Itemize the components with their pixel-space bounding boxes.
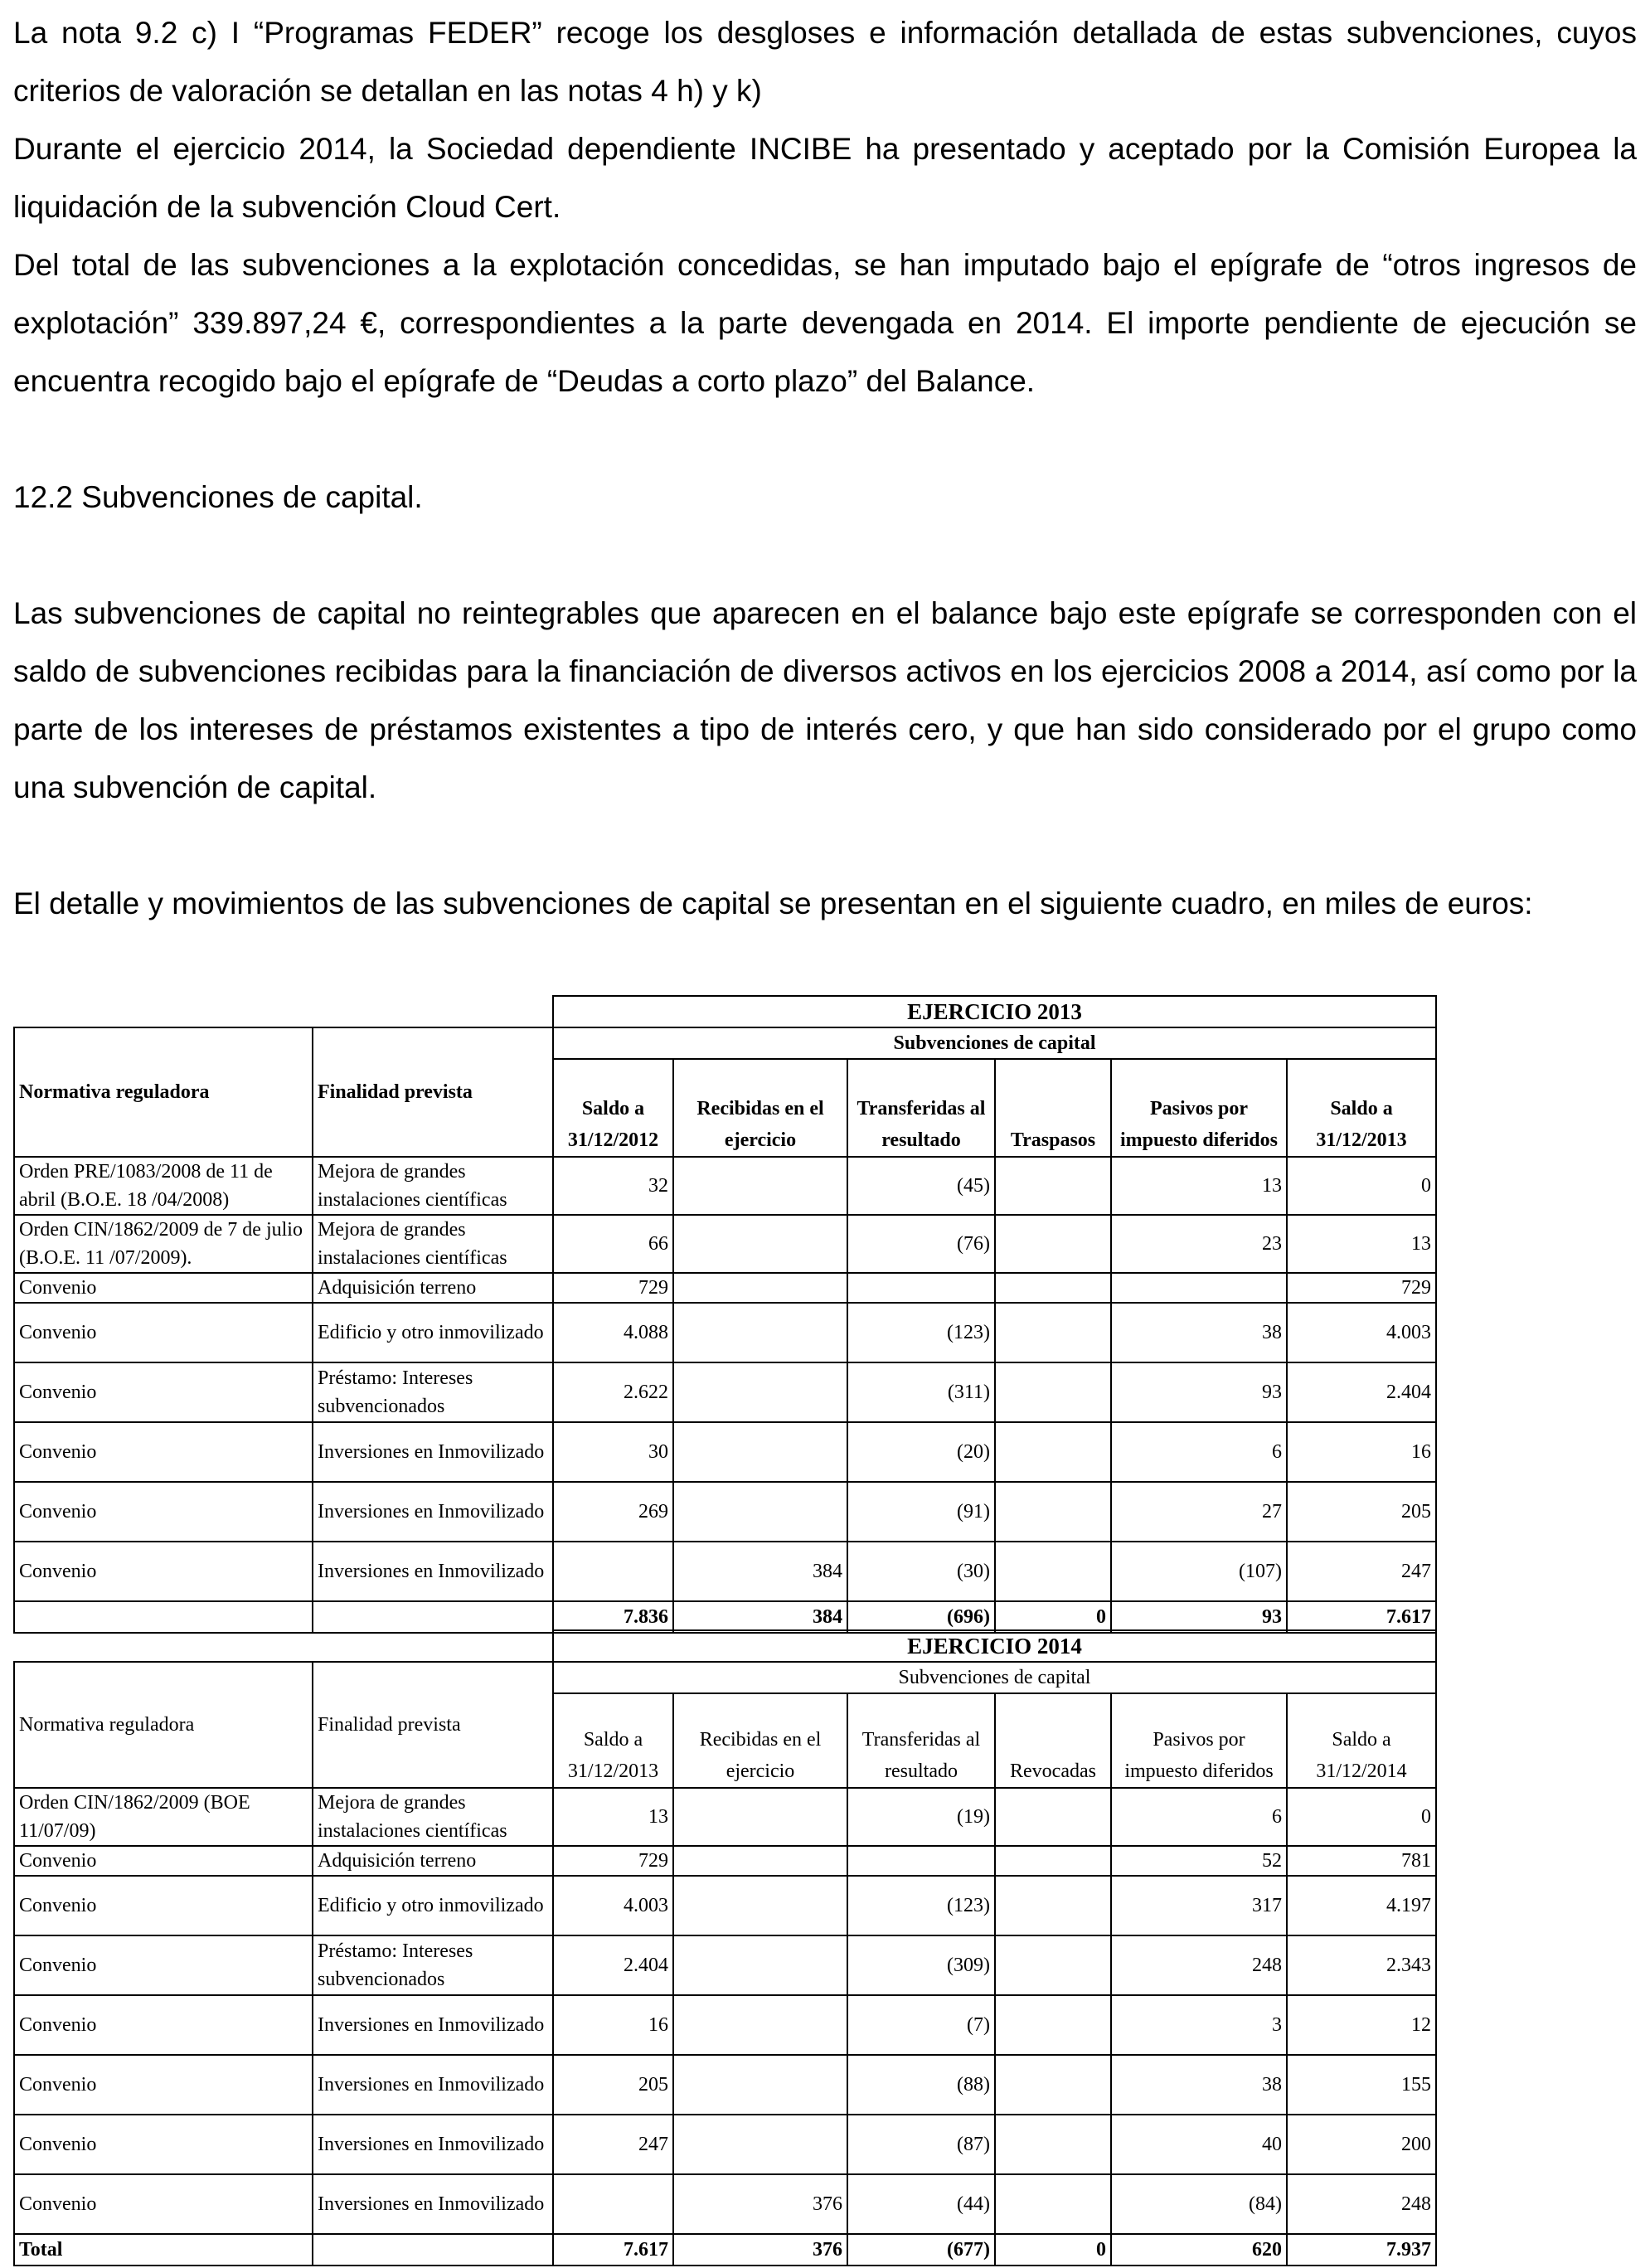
cell-value: 2.404 xyxy=(553,1935,673,1995)
cell-value: 781 xyxy=(1287,1846,1436,1876)
cell-value: 4.197 xyxy=(1287,1876,1436,1935)
cell-value: 30 xyxy=(553,1422,673,1482)
cell-value: 0 xyxy=(1287,1788,1436,1846)
col-header-saldo-inicial: Saldo a 31/12/2013 xyxy=(553,1693,673,1788)
total-cell: 0 xyxy=(995,1601,1111,1633)
cell-value: 205 xyxy=(1287,1482,1436,1542)
table-row xyxy=(14,1215,1436,1273)
col-header-transferidas: Transferidas al resultado xyxy=(847,1693,995,1788)
paragraph-capital-subsidies: Las subvenciones de capital no reintegrables que aparecen en el balance bajo este epígrafe se corresponden con el saldo de subvenciones recibidas para la financiación de diversos activos en los ejercicios 2008 a 2014, así como por la parte de los intereses de préstamos existentes a tipo de interés cero, y que han sido considerado por el grupo como una subvención de capital. xyxy=(13,596,1637,804)
total-cell: 7.836 xyxy=(553,1601,673,1633)
cell-normativa: Orden CIN/1862/2009 (BOE 11/07/09) xyxy=(14,1788,313,1846)
cell-value: (7) xyxy=(847,1995,995,2055)
col-header-transferidas: Transferidas al resultado xyxy=(847,1059,995,1157)
table-row xyxy=(14,2174,1436,2234)
cell-finalidad: Inversiones en Inmovilizado xyxy=(313,1542,553,1601)
cell-value xyxy=(673,1876,847,1935)
cell-normativa: Convenio xyxy=(14,2115,313,2174)
cell-value: 32 xyxy=(553,1157,673,1215)
cell-normativa: Convenio xyxy=(14,1273,313,1303)
cell-value xyxy=(995,1362,1111,1422)
col-header-traspasos: Traspasos xyxy=(995,1059,1111,1157)
cell-value: (88) xyxy=(847,2055,995,2115)
table-2014 xyxy=(13,1629,1435,2266)
table-row xyxy=(14,1362,1436,1422)
cell-normativa: Convenio xyxy=(14,1876,313,1935)
cell-finalidad: Edificio y otro inmovilizado xyxy=(313,1876,553,1935)
cell-value: 4.003 xyxy=(553,1876,673,1935)
cell-value: 4.088 xyxy=(553,1303,673,1362)
cell-value xyxy=(673,1482,847,1542)
cell-value: (44) xyxy=(847,2174,995,2234)
cell-value xyxy=(995,1482,1111,1542)
col-header-saldo-final: Saldo a 31/12/2013 xyxy=(1287,1059,1436,1157)
cell-value: 40 xyxy=(1111,2115,1287,2174)
cell-value xyxy=(673,1215,847,1273)
cell-value: 6 xyxy=(1111,1788,1287,1846)
cell-value: 16 xyxy=(553,1995,673,2055)
cell-finalidad: Préstamo: Intereses subvencionados xyxy=(313,1362,553,1422)
cell-value: 2.622 xyxy=(553,1362,673,1422)
table-row xyxy=(14,1935,1436,1995)
cell-value xyxy=(995,1935,1111,1995)
total-cell: 620 xyxy=(1111,2234,1287,2266)
cell-value: 38 xyxy=(1111,1303,1287,1362)
cell-value xyxy=(995,1215,1111,1273)
cell-value: 12 xyxy=(1287,1995,1436,2055)
col-header-recibidas: Recibidas en el ejercicio xyxy=(673,1693,847,1788)
cell-normativa: Convenio xyxy=(14,1846,313,1876)
table-row xyxy=(14,2115,1436,2174)
cell-value: 155 xyxy=(1287,2055,1436,2115)
table-title-2013: EJERCICIO 2013 xyxy=(553,996,1436,1027)
cell-value xyxy=(673,1995,847,2055)
cell-value xyxy=(995,2115,1111,2174)
cell-value: 247 xyxy=(1287,1542,1436,1601)
cell-value xyxy=(553,1542,673,1601)
table-subtitle-2013: Subvenciones de capital xyxy=(553,1027,1436,1059)
cell-finalidad: Inversiones en Inmovilizado xyxy=(313,2055,553,2115)
cell-normativa: Convenio xyxy=(14,1935,313,1995)
cell-finalidad: Inversiones en Inmovilizado xyxy=(313,1422,553,1482)
cell-finalidad: Adquisición terreno xyxy=(313,1273,553,1303)
cell-value: 2.404 xyxy=(1287,1362,1436,1422)
col-header-finalidad: Finalidad prevista xyxy=(313,1027,553,1157)
cell-value xyxy=(673,1935,847,1995)
cell-value xyxy=(995,1876,1111,1935)
cell-value: 200 xyxy=(1287,2115,1436,2174)
cell-normativa: Orden PRE/1083/2008 de 11 de abril (B.O.E. 18 /04/2008) xyxy=(14,1157,313,1215)
cell-normativa: Convenio xyxy=(14,1422,313,1482)
table-subtitle-2014: Subvenciones de capital xyxy=(553,1662,1436,1693)
cell-finalidad: Edificio y otro inmovilizado xyxy=(313,1303,553,1362)
cell-value: 4.003 xyxy=(1287,1303,1436,1362)
cell-finalidad: Mejora de grandes instalaciones científicas xyxy=(313,1788,553,1846)
cell-value: 384 xyxy=(673,1542,847,1601)
cell-value: 93 xyxy=(1111,1362,1287,1422)
cell-normativa: Convenio xyxy=(14,1482,313,1542)
total-label: Total xyxy=(14,2234,313,2266)
table-row xyxy=(14,1273,1436,1303)
cell-value: (45) xyxy=(847,1157,995,1215)
cell-value: 13 xyxy=(553,1788,673,1846)
table-row xyxy=(14,1157,1436,1215)
cell-value: 317 xyxy=(1111,1876,1287,1935)
col-header-pasivos: Pasivos por impuesto diferidos xyxy=(1111,1059,1287,1157)
cell-normativa: Convenio xyxy=(14,1995,313,2055)
cell-value: 13 xyxy=(1287,1215,1436,1273)
cell-value: 16 xyxy=(1287,1422,1436,1482)
cell-value xyxy=(847,1273,995,1303)
cell-value: 13 xyxy=(1111,1157,1287,1215)
cell-finalidad: Inversiones en Inmovilizado xyxy=(313,2115,553,2174)
cell-value: 729 xyxy=(553,1273,673,1303)
cell-value: 729 xyxy=(1287,1273,1436,1303)
cell-finalidad: Adquisición terreno xyxy=(313,1846,553,1876)
cell-value: 52 xyxy=(1111,1846,1287,1876)
cell-finalidad: Mejora de grandes instalaciones científicas xyxy=(313,1157,553,1215)
total-label xyxy=(14,1601,313,1633)
cell-value xyxy=(995,2174,1111,2234)
total-cell: 7.617 xyxy=(1287,1601,1436,1633)
total-cell: 0 xyxy=(995,2234,1111,2266)
cell-value xyxy=(995,1788,1111,1846)
cell-finalidad: Mejora de grandes instalaciones científicas xyxy=(313,1215,553,1273)
table-row xyxy=(14,1995,1436,2055)
table-row xyxy=(14,1846,1436,1876)
total-cell: 93 xyxy=(1111,1601,1287,1633)
cell-value xyxy=(1111,1273,1287,1303)
cell-value xyxy=(995,1995,1111,2055)
cell-value: (91) xyxy=(847,1482,995,1542)
cell-value xyxy=(995,1303,1111,1362)
total-cell: 7.937 xyxy=(1287,2234,1436,2266)
col-header-normativa: Normativa reguladora xyxy=(14,1662,313,1788)
col-header-finalidad: Finalidad prevista xyxy=(313,1662,553,1788)
cell-value xyxy=(995,1422,1111,1482)
cell-value: (76) xyxy=(847,1215,995,1273)
col-header-pasivos: Pasivos por impuesto diferidos xyxy=(1111,1693,1287,1788)
cell-value: 27 xyxy=(1111,1482,1287,1542)
cell-value xyxy=(847,1846,995,1876)
cell-value xyxy=(673,1273,847,1303)
total-cell: (696) xyxy=(847,1601,995,1633)
cell-value xyxy=(995,1846,1111,1876)
cell-value xyxy=(673,2115,847,2174)
cell-value xyxy=(995,2055,1111,2115)
cell-normativa: Convenio xyxy=(14,1542,313,1601)
cell-value: (311) xyxy=(847,1362,995,1422)
col-header-saldo-final: Saldo a 31/12/2014 xyxy=(1287,1693,1436,1788)
cell-normativa: Convenio xyxy=(14,1303,313,1362)
cell-normativa: Orden CIN/1862/2009 de 7 de julio (B.O.E. 11 /07/2009). xyxy=(14,1215,313,1273)
cell-value: 23 xyxy=(1111,1215,1287,1273)
col-header-recibidas: Recibidas en el ejercicio xyxy=(673,1059,847,1157)
cell-value: 205 xyxy=(553,2055,673,2115)
cell-normativa: Convenio xyxy=(14,2174,313,2234)
cell-finalidad: Inversiones en Inmovilizado xyxy=(313,1995,553,2055)
cell-value: 269 xyxy=(553,1482,673,1542)
cell-value: (123) xyxy=(847,1303,995,1362)
table-title-2014: EJERCICIO 2014 xyxy=(553,1630,1436,1662)
cell-normativa: Convenio xyxy=(14,2055,313,2115)
cell-value: (107) xyxy=(1111,1542,1287,1601)
cell-value xyxy=(995,1157,1111,1215)
total-cell xyxy=(313,1601,553,1633)
cell-value xyxy=(553,2174,673,2234)
col-header-normativa: Normativa reguladora xyxy=(14,1027,313,1157)
cell-value: 38 xyxy=(1111,2055,1287,2115)
section-heading: 12.2 Subvenciones de capital. xyxy=(13,480,423,514)
cell-value: (30) xyxy=(847,1542,995,1601)
cell-value: (19) xyxy=(847,1788,995,1846)
cell-value: 6 xyxy=(1111,1422,1287,1482)
cell-value: 248 xyxy=(1111,1935,1287,1995)
total-cell xyxy=(313,2234,553,2266)
total-cell: 376 xyxy=(673,2234,847,2266)
paragraph-table-intro: El detalle y movimientos de las subvenciones de capital se presentan en el siguiente cuadro, en miles de euros: xyxy=(13,886,1533,920)
cell-value xyxy=(673,1788,847,1846)
table-row xyxy=(14,1422,1436,1482)
table-row xyxy=(14,1788,1436,1846)
cell-value xyxy=(673,2055,847,2115)
cell-value: 376 xyxy=(673,2174,847,2234)
col-header-saldo-inicial: Saldo a 31/12/2012 xyxy=(553,1059,673,1157)
cell-value: 2.343 xyxy=(1287,1935,1436,1995)
table-total-row xyxy=(14,1601,1436,1633)
cell-value: 247 xyxy=(553,2115,673,2174)
total-cell: 384 xyxy=(673,1601,847,1633)
cell-value xyxy=(673,1846,847,1876)
cell-value xyxy=(673,1157,847,1215)
total-cell: (677) xyxy=(847,2234,995,2266)
cell-finalidad: Inversiones en Inmovilizado xyxy=(313,1482,553,1542)
cell-value xyxy=(995,1273,1111,1303)
table-row xyxy=(14,1303,1436,1362)
paragraph-operating-subsidies: Del total de las subvenciones a la explotación concedidas, se han imputado bajo el epígrafe de “otros ingresos de explotación” 339.897,24 €, correspondientes a la parte devengada en 2014. El importe pendiente de ejecución se encuentra recogido bajo el epígrafe de “Deudas a corto plazo” del Balance. xyxy=(13,248,1637,398)
cell-value xyxy=(995,1542,1111,1601)
table-row xyxy=(14,1482,1436,1542)
paragraph-cloud-cert: Durante el ejercicio 2014, la Sociedad dependiente INCIBE ha presentado y aceptado por la Comisión Europea la liquidación de la subvención Cloud Cert. xyxy=(13,132,1637,224)
cell-value: 66 xyxy=(553,1215,673,1273)
document-body xyxy=(13,0,1637,933)
table-row xyxy=(14,2055,1436,2115)
cell-value: (87) xyxy=(847,2115,995,2174)
cell-value: (20) xyxy=(847,1422,995,1482)
cell-value: (123) xyxy=(847,1876,995,1935)
total-cell: 7.617 xyxy=(553,2234,673,2266)
cell-finalidad: Inversiones en Inmovilizado xyxy=(313,2174,553,2234)
table-total-row xyxy=(14,2234,1436,2266)
col-header-revocadas: Revocadas xyxy=(995,1693,1111,1788)
cell-value xyxy=(673,1422,847,1482)
cell-value: 0 xyxy=(1287,1157,1436,1215)
cell-value xyxy=(673,1362,847,1422)
cell-value: 248 xyxy=(1287,2174,1436,2234)
table-row xyxy=(14,1542,1436,1601)
table-2013 xyxy=(13,995,1435,1634)
cell-value: (84) xyxy=(1111,2174,1287,2234)
cell-finalidad: Préstamo: Intereses subvencionados xyxy=(313,1935,553,1995)
cell-normativa: Convenio xyxy=(14,1362,313,1422)
cell-value: (309) xyxy=(847,1935,995,1995)
cell-value: 729 xyxy=(553,1846,673,1876)
cell-value xyxy=(673,1303,847,1362)
paragraph-feder-note: La nota 9.2 c) I “Programas FEDER” recoge los desgloses e información detallada de estas subvenciones, cuyos criterios de valoración se detallan en las notas 4 h) y k) xyxy=(13,16,1637,108)
cell-value: 3 xyxy=(1111,1995,1287,2055)
table-row xyxy=(14,1876,1436,1935)
